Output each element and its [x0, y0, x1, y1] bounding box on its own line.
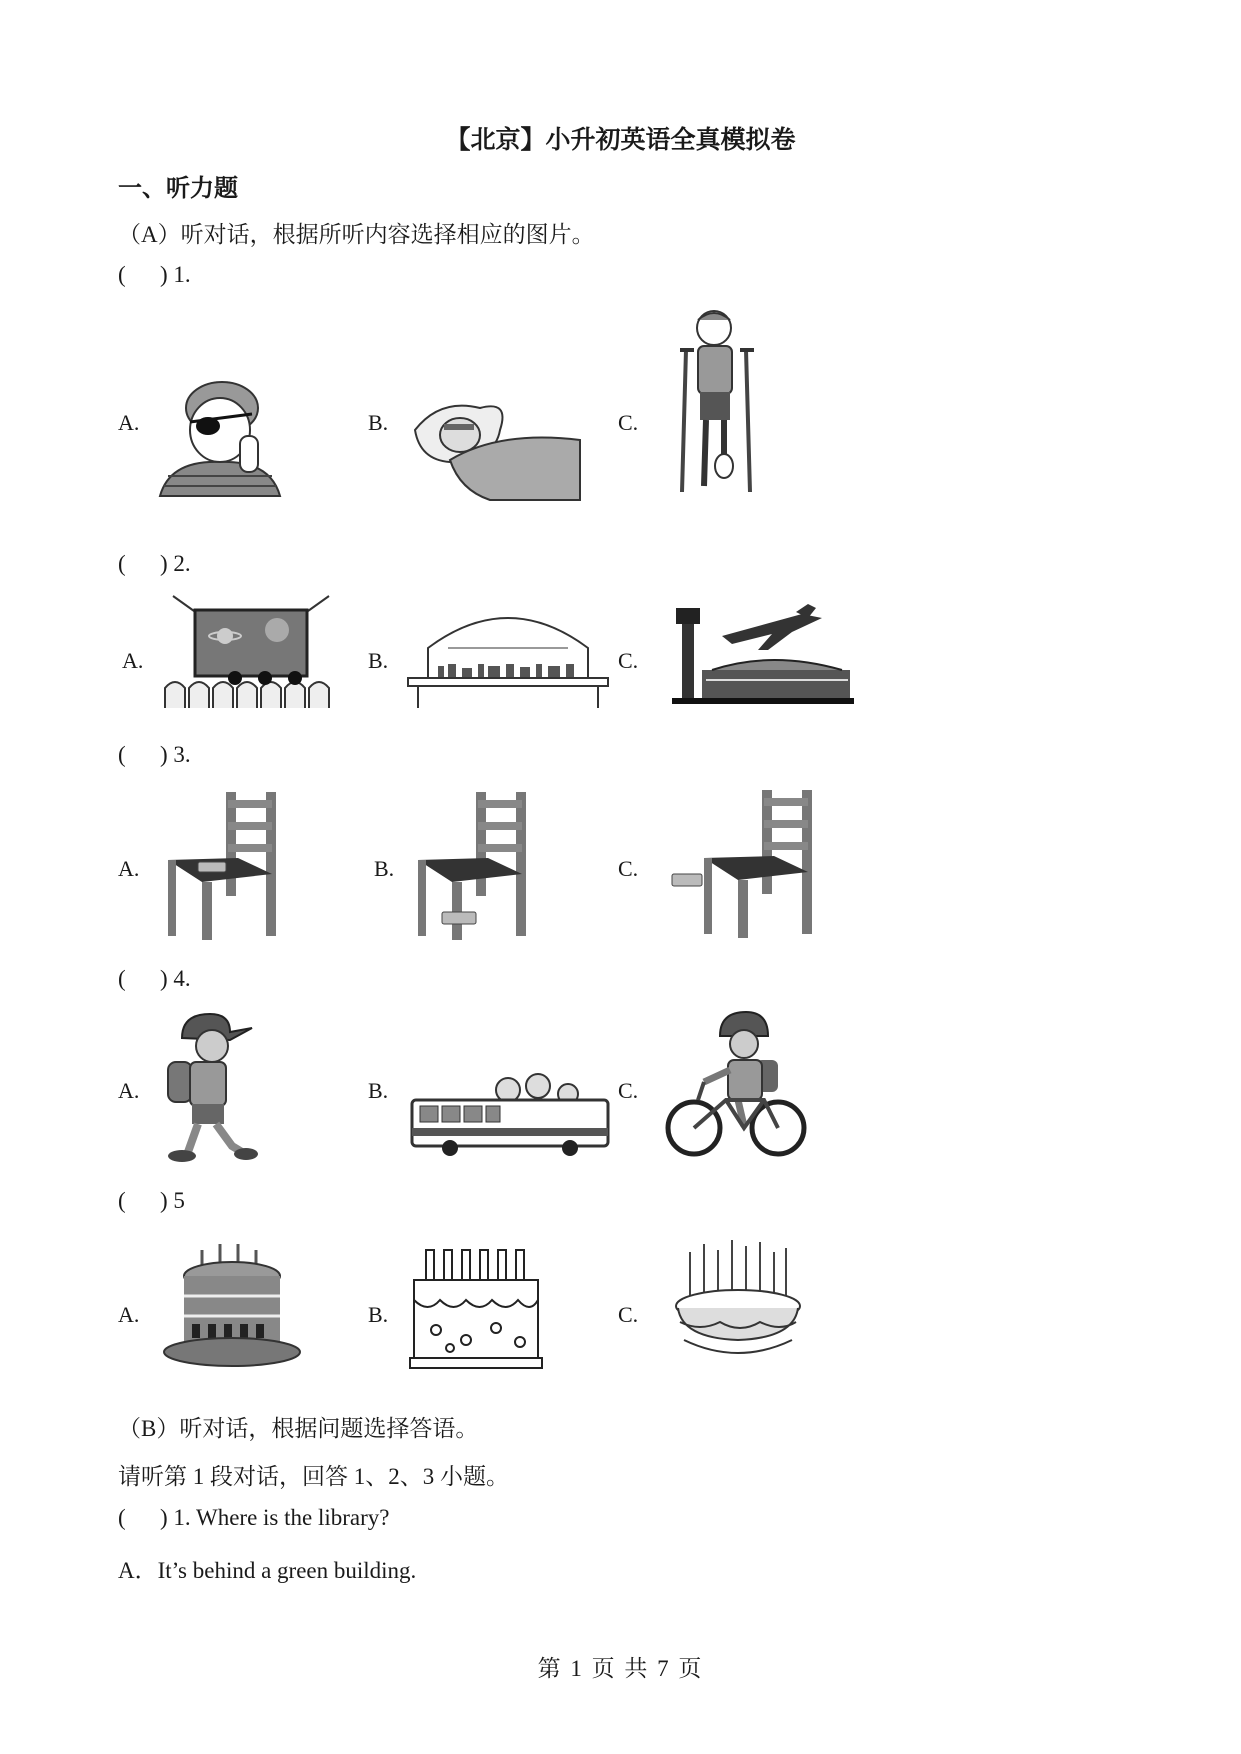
chair-money-under-picture: [418, 792, 530, 940]
question-number: ( ) 1.: [118, 262, 191, 287]
page-title: 【北京】小升初英语全真模拟卷: [445, 127, 796, 154]
question-number: ( ) 1. Where is the library?: [118, 1505, 390, 1530]
option-label: C.: [618, 648, 639, 673]
page-footer: 第 1 页 共 7 页: [537, 1656, 704, 1681]
question-number: ( ) 4.: [118, 966, 191, 991]
round-cake-picture: [162, 1240, 302, 1368]
part-b-note: 请听第 1 段对话，回答 1、2、3 小题。: [118, 1464, 509, 1489]
option-label: A.: [122, 648, 144, 673]
boy-eyepatch-picture: [160, 378, 280, 496]
option-label: B.: [374, 856, 395, 881]
option-label: C.: [618, 1078, 639, 1103]
airport-tower-picture: [672, 604, 854, 704]
chair-money-beside-picture: [672, 790, 822, 938]
option-label: C.: [618, 1302, 639, 1327]
option-label: A.: [118, 410, 140, 435]
part-a-instruction: （A）听对话，根据所听内容选择相应的图片。: [118, 222, 595, 247]
option-label: A.: [118, 856, 140, 881]
option-label: A.: [118, 1078, 140, 1103]
section-heading: 一、听力题: [118, 176, 238, 202]
answer-option: A．It’s behind a green building.: [118, 1558, 417, 1583]
boy-crutches-picture: [676, 306, 756, 496]
many-candles-cake-picture: [670, 1236, 806, 1370]
option-label: B.: [368, 648, 389, 673]
option-label: B.: [368, 410, 389, 435]
chair-money-on-seat-picture: [168, 792, 280, 940]
option-label: C.: [618, 410, 639, 435]
question-number: ( ) 3.: [118, 742, 191, 767]
question-number: ( ) 2.: [118, 551, 191, 576]
option-label: B.: [368, 1078, 389, 1103]
library-shelf-picture: [408, 608, 608, 708]
option-label: C.: [618, 856, 639, 881]
part-b-instruction: （B）听对话，根据问题选择答语。: [118, 1416, 479, 1441]
walking-boy-picture: [168, 1010, 258, 1162]
cycling-boy-picture: [668, 1010, 808, 1160]
question-number: ( ) 5: [118, 1188, 185, 1213]
square-cake-picture: [410, 1240, 550, 1370]
cinema-screen-picture: [165, 596, 337, 708]
bus-kids-picture: [410, 1074, 610, 1156]
option-label: A.: [118, 1302, 140, 1327]
option-label: B.: [368, 1302, 389, 1327]
sick-in-bed-picture: [410, 390, 580, 500]
